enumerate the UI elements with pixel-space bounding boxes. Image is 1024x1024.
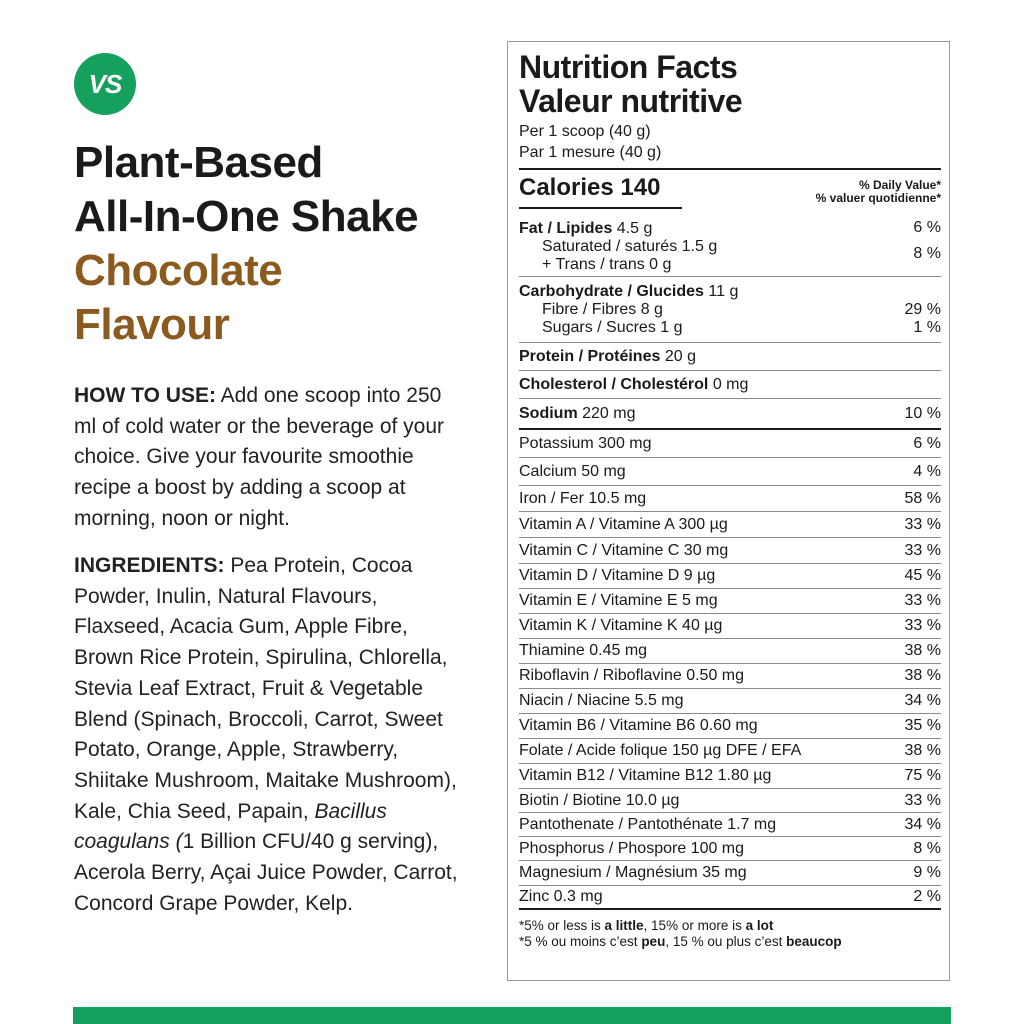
fat-amount: 4.5 g	[612, 220, 653, 237]
nutrient-name: Iron / Fer 10.5 mg	[519, 489, 647, 507]
protein-amount: 20 g	[660, 347, 696, 365]
nutrient-name: Vitamin B6 / Vitamine B6 0.60 mg	[519, 717, 758, 734]
nutrient-row	[519, 664, 941, 689]
nutrient-dv: 33 %	[904, 541, 941, 559]
nutrient-name: Vitamin K / Vitamine K 40 µg	[519, 617, 723, 634]
calories-underline	[519, 207, 682, 209]
footnote-fr: *5 % ou moins c’est peu, 15 % ou plus c’est beaucop	[519, 934, 842, 949]
nutrient-name: Vitamin C / Vitamine C 30 mg	[519, 541, 729, 559]
nutrient-dv: 35 %	[904, 717, 941, 734]
fat-row	[519, 218, 941, 277]
nutrient-row	[519, 512, 941, 538]
nutrient-name: Zinc 0.3 mg	[519, 888, 603, 905]
nutrient-dv: 8 %	[913, 839, 941, 857]
carb-amount: 11 g	[703, 282, 739, 300]
nutrient-name: Phosphorus / Phospore 100 mg	[519, 839, 745, 857]
cholesterol-amount: 0 mg	[708, 375, 749, 393]
nutrient-dv: 45 %	[904, 567, 941, 584]
nutrient-name: Thiamine 0.45 mg	[519, 642, 648, 659]
calories: Calories 140	[519, 174, 661, 201]
nutrient-dv: 9 %	[913, 864, 941, 881]
nutrition-facts-panel	[507, 41, 950, 981]
carbohydrate-row	[519, 277, 941, 343]
how-to-use-label: HOW TO USE:	[74, 384, 216, 407]
fibre-dv: 29 %	[904, 301, 941, 318]
brand-logo: VS	[74, 53, 136, 115]
nutrient-dv: 38 %	[904, 742, 941, 759]
footnote-en: *5% or less is a little, 15% or more is a lot	[519, 918, 774, 933]
nutrient-dv: 34 %	[904, 815, 941, 833]
footnote	[519, 918, 941, 950]
cholesterol-label: Cholesterol / Cholestérol	[519, 375, 709, 393]
nutrient-dv: 38 %	[904, 642, 941, 659]
nutrient-name: Vitamin B12 / Vitamine B12 1.80 µg	[519, 767, 772, 784]
sodium-label: Sodium	[519, 404, 578, 422]
ingredients-italic: Bacillus coagulans (	[74, 799, 387, 854]
nutrient-dv: 4 %	[913, 462, 941, 480]
nutrient-row	[519, 789, 941, 813]
nutrient-row	[519, 430, 941, 458]
nutrient-row	[519, 764, 941, 789]
serving-size-en: Per 1 scoop (40 g)	[519, 123, 651, 140]
how-to-use-text: Add one scoop into 250 ml of cold water or the beverage of your choice. Give your favourite smoothie recipe a boost by adding a scoop at morning, noon or night.	[74, 384, 445, 530]
nutrient-name: Vitamin D / Vitamine D 9 µg	[519, 567, 716, 584]
vitamins-minerals-list	[519, 430, 941, 910]
nutrient-row	[519, 714, 941, 739]
nutrient-name: Vitamin E / Vitamine E 5 mg	[519, 592, 718, 609]
nutrient-dv: 34 %	[904, 692, 941, 709]
carb-label: Carbohydrate / Glucides	[519, 282, 704, 300]
fat-label: Fat / Lipides	[519, 220, 613, 237]
nutrient-name: Riboflavin / Riboflavine 0.50 mg	[519, 667, 745, 684]
nutrient-dv: 33 %	[904, 592, 941, 609]
ingredients	[74, 551, 464, 919]
sodium-amount: 220 mg	[577, 404, 636, 422]
protein-row	[519, 343, 941, 371]
ingredients-text-after: 1 Billion CFU/40 g serving), Acerola Berry, Açai Juice Powder, Carrot, Concord Grape Powder, Kelp.	[74, 830, 458, 915]
ingredients-label: INGREDIENTS:	[74, 554, 225, 577]
protein-label: Protein / Protéines	[519, 347, 661, 365]
nutrient-name: Niacin / Niacine 5.5 mg	[519, 692, 684, 709]
ingredients-text: Pea Protein, Cocoa Powder, Inulin, Natural Flavours, Flaxseed, Acacia Gum, Apple Fibre, Brown Rice Protein, Spirulina, Chlorella, Stevia Leaf Extract, Fruit & Vegetable Blend (Spinach, Broccoli, Carrot, Sweet Potato, Orange, Apple, Strawberry, Shiitake Mushroom, Maitake Mushroom), Kale, Chia Seed, Papain,	[74, 554, 457, 823]
title-line-2: All-In-One Shake	[74, 192, 419, 241]
nutrient-dv: 75 %	[904, 767, 941, 784]
nutrient-dv: 33 %	[904, 791, 941, 809]
sugars: Sugars / Sucres 1 g	[542, 318, 683, 336]
product-title	[74, 136, 494, 352]
nutrient-row	[519, 689, 941, 714]
nutrition-title-en: Nutrition Facts	[519, 49, 738, 85]
bottom-accent-bar	[73, 1007, 951, 1024]
nutrient-name: Magnesium / Magnésium 35 mg	[519, 864, 747, 881]
sat-trans-dv: 8 %	[913, 245, 941, 262]
nutrient-dv: 2 %	[913, 888, 941, 905]
cholesterol-row	[519, 371, 941, 399]
nutrient-dv: 38 %	[904, 667, 941, 684]
nutrient-dv: 33 %	[904, 617, 941, 634]
nutrient-name: Vitamin A / Vitamine A 300 µg	[519, 515, 728, 533]
nutrient-row	[519, 861, 941, 886]
serving-size-fr: Par 1 mesure (40 g)	[519, 144, 662, 161]
saturated-fat: Saturated / saturés 1.5 g	[542, 238, 718, 255]
how-to-use	[74, 381, 464, 535]
nutrient-row	[519, 639, 941, 664]
trans-fat: + Trans / trans 0 g	[542, 256, 672, 273]
sodium-dv: 10 %	[904, 404, 941, 422]
flavour-line-2: Flavour	[74, 300, 230, 349]
nutrient-row	[519, 837, 941, 861]
nutrient-row	[519, 486, 941, 512]
daily-value-fr: % valuer quotidienne*	[815, 191, 941, 205]
fibre: Fibre / Fibres 8 g	[542, 300, 663, 318]
nutrient-name: Pantothenate / Pantothénate 1.7 mg	[519, 815, 777, 833]
title-line-1: Plant-Based	[74, 138, 323, 187]
daily-value-header	[816, 179, 941, 205]
nutrient-row	[519, 739, 941, 764]
nutrient-row	[519, 886, 941, 910]
nutrient-row	[519, 813, 941, 837]
sodium-row	[519, 399, 941, 430]
fat-dv: 6 %	[913, 219, 941, 236]
nutrient-name: Biotin / Biotine 10.0 µg	[519, 791, 680, 809]
nutrient-row	[519, 564, 941, 589]
sugars-dv: 1 %	[913, 319, 941, 336]
nutrient-name: Calcium 50 mg	[519, 462, 626, 480]
nutrient-row	[519, 589, 941, 614]
flavour-line-1: Chocolate	[74, 246, 283, 295]
nutrient-name: Folate / Acide folique 150 µg DFE / EFA	[519, 742, 802, 759]
nutrient-dv: 33 %	[904, 515, 941, 533]
nutrient-name: Potassium 300 mg	[519, 434, 652, 452]
daily-value-en: % Daily Value*	[858, 178, 941, 192]
nutrient-dv: 58 %	[904, 489, 941, 507]
nutrient-row	[519, 538, 941, 564]
nutrient-dv: 6 %	[913, 434, 941, 452]
nutrient-row	[519, 614, 941, 639]
nutrition-title-fr: Valeur nutritive	[519, 83, 743, 119]
nutrient-row	[519, 458, 941, 486]
